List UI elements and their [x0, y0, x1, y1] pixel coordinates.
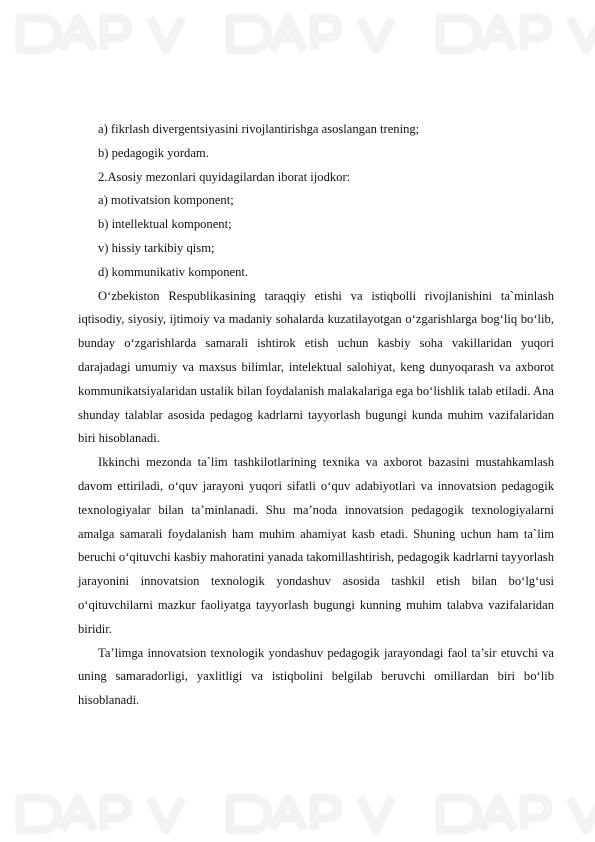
list-item: 2.Asosiy mezonlari quyidagilardan iborat ijodkor: [98, 169, 351, 184]
list-item: v) hissiy tarkibiy qism; [98, 240, 215, 255]
document-body [78, 118, 554, 713]
list-item: a) motivatsion komponent; [98, 193, 234, 208]
body-paragraph: O‘zbekiston Respublikasining taraqqiy etishi va istiqbolli rivojlanishini ta`minlash iqtisodiy, siyosiy, ijtimoiy va madaniy sohalarda kuzatilayotgan o‘zgarishlarga bog‘liq bo‘lib, bunday o‘zgarishlarda samarali ishtirok etish uchun kasbiy soha vakillaridan yuqori darajadagi umumiy va maxsus bilimlar, intelektual salohiyat, keng dunyoqarash va axborot kommunikatsiyalaridan ustalik bilan foydalanish malakalariga ega bo‘lishlik talab etiladi. Ana shunday talablar asosida pedagog kadrlarni tayyorlash bugungi kunda muhim vazifalaridan biri hisoblanadi. [78, 288, 554, 446]
body-paragraph: Ikkinchi mezonda ta`lim tashkilotlarining texnika va axborot bazasini mustahkamlash davom ettiriladi, o‘quv jarayoni yuqori sifatli o‘quv adabiyotlari va innovatsion pedagogik texnologiyalar bilan ta’minlanadi. Shu ma’noda innovatsion pedagogik texnologiyalarni amalga samarali foydalanish ham muhim ahamiyat kasb etadi. Shuning uchun ham ta`lim beruchi o‘qituvchi kasbiy mahoratini yanada takomillashtirish, pedagogik kadrlarni tayyorlash jarayonini innovatsion texnologik yondashuv asosida tashkil etish bilan bo‘lg‘usi o‘qituvchilarni mazkur faoliyatga tayyorlash bugungi kunning muhim talabva vazifalaridan biridir. [78, 455, 554, 636]
list-item: a) fikrlash divergentsiyasini rivojlantirishga asoslangan trening; [98, 122, 420, 136]
list-item: d) kommunikativ komponent. [98, 264, 249, 279]
body-paragraph: Ta’limga innovatsion texnologik yondashuv pedagogik jarayondagi faol ta’sir etuvchi va uning samaradorligi, yaxlitligi va istiqbolini belgilab beruvchi omillardan biri bo‘lib hisoblanadi. [78, 645, 554, 708]
list-item: b) pedagogik yordam. [98, 145, 209, 160]
list-item: b) intellektual komponent; [98, 217, 232, 232]
